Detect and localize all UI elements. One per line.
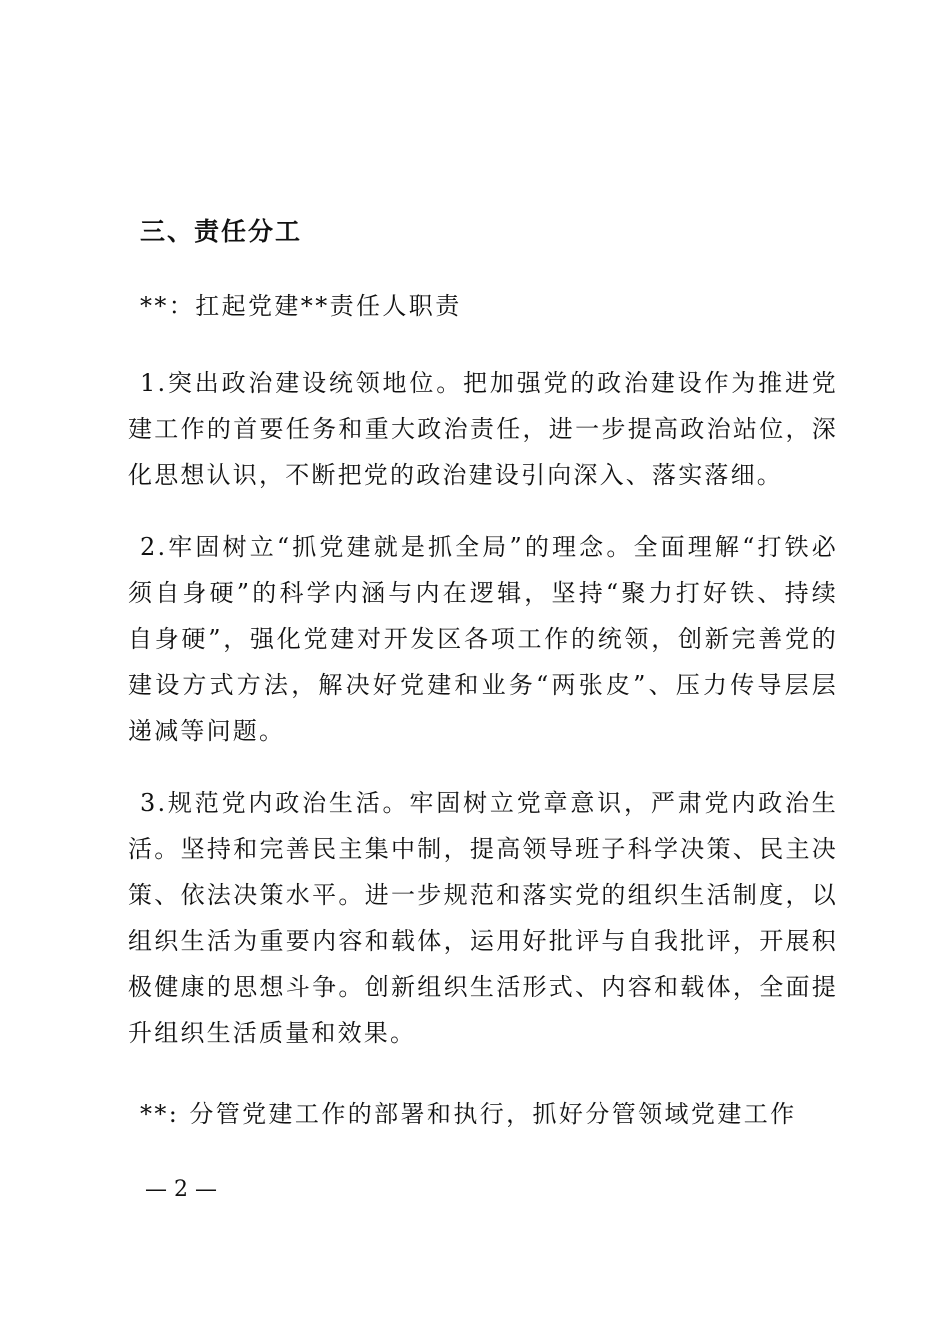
role-heading-2: **: 分管党建工作的部署和执行，抓好分管领域党建工作 [140,1100,797,1128]
page-number: — 2 — [145,1177,217,1202]
section-heading: 三、责任分工 [140,217,303,246]
role-heading-1: **：扛起党建**责任人职责 [140,292,462,320]
paragraph-1: 1.突出政治建设统领地位。把加强党的政治建设作为推进党建工作的首要任务和重大政治责任，进一步提高政治站位，深化思想认识，不断把党的政治建设引向深入、落实落细。 [128,369,838,489]
paragraph-2: 2.牢固树立“抓党建就是抓全局”的理念。全面理解“打铁必须自身硬”的科学内涵与内在逻辑，坚持“聚力打好铁、持续自身硬”，强化党建对开发区各项工作的统领，创新完善党的建设方式方法，解决好党建和业务“两张皮”、压力传导层层递减等问题。 [128,533,838,745]
paragraph-3: 3.规范党内政治生活。牢固树立党章意识，严肃党内政治生活。坚持和完善民主集中制，提高领导班子科学决策、民主决策、依法决策水平。进一步规范和落实党的组织生活制度，以组织生活为重要内容和载体，运用好批评与自我批评，开展积极健康的思想斗争。创新组织生活形式、内容和载体，全面提升组织生活质量和效果。 [128,789,838,1047]
